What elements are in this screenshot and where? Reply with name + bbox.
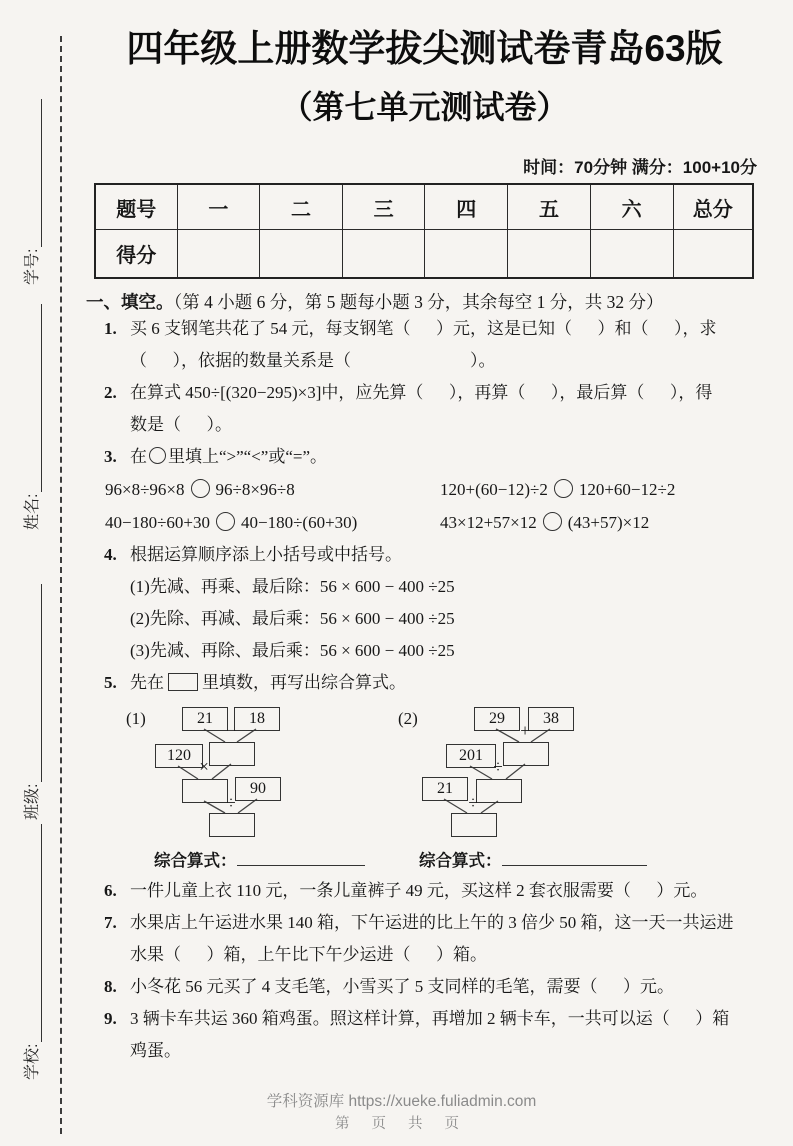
value-box: 90 bbox=[235, 777, 281, 801]
section-1-heading bbox=[86, 292, 763, 313]
comparison-row-1 bbox=[86, 473, 763, 506]
question-text: 在算式 450÷[(320−295)×3]中，应先算（ ），再算（ ），最后算（ ），得 bbox=[130, 383, 713, 402]
student-name-field bbox=[18, 304, 42, 530]
operator: × bbox=[199, 757, 209, 776]
answer-box bbox=[476, 779, 522, 803]
question-text: 一件儿童上衣 110 元，一条儿童裤子 49 元，买这样 2 套衣服需要（ ）元。 bbox=[130, 881, 708, 900]
question-4 bbox=[86, 539, 763, 571]
expression-label: 综合算式： bbox=[154, 851, 237, 870]
question-text: 买 6 支钢笔共花了 54 元，每支钢笔（ ）元，这是已知（ ）和（ ），求 bbox=[130, 319, 717, 338]
question-text-pre: 先在 bbox=[130, 673, 164, 692]
expression-blank-line bbox=[502, 852, 647, 866]
number-tree-diagram-2 bbox=[396, 701, 696, 875]
question-text-pre: 在 bbox=[130, 447, 147, 466]
question-text: 水果店上午运进水果 140 箱，下午运进的比上午的 3 倍少 50 箱，这一天一共运进 bbox=[130, 913, 734, 932]
question-2-line2 bbox=[86, 409, 763, 441]
question-1-line2 bbox=[86, 345, 763, 377]
question-text bbox=[130, 441, 327, 473]
comparison-item bbox=[440, 473, 675, 506]
score-value-cell bbox=[260, 230, 343, 279]
circle-blank-icon bbox=[543, 512, 562, 531]
school-blank-line bbox=[37, 824, 42, 1042]
footer-page-info: 第 页 共 页 bbox=[334, 1116, 469, 1132]
score-table-header-row bbox=[95, 184, 753, 230]
footer-source: 学科资源库 https://xueke.fuliadmin.com bbox=[266, 1093, 537, 1110]
question-7 bbox=[86, 907, 763, 939]
question-text: 小冬花 56 元买了 4 支毛笔，小雪买了 5 支同样的毛笔，需要（ ）元。 bbox=[130, 977, 674, 996]
question-1 bbox=[86, 313, 763, 345]
fold-dashed-line bbox=[60, 36, 62, 1134]
score-label-cell: 得分 bbox=[95, 230, 177, 279]
number-tree-diagram-1 bbox=[124, 701, 414, 875]
question-9 bbox=[86, 1003, 763, 1035]
expression-blank-line bbox=[237, 852, 365, 866]
score-value-cell bbox=[342, 230, 425, 279]
question-number: 5. bbox=[104, 673, 117, 692]
question-9-line2 bbox=[86, 1035, 763, 1067]
question-text: 水果（ ）箱，上午比下午少运进（ ）箱。 bbox=[130, 945, 487, 964]
q5-diagrams bbox=[86, 701, 763, 875]
school-field bbox=[18, 824, 42, 1080]
question-number: 9. bbox=[104, 1009, 117, 1028]
header-cell: 总分 bbox=[673, 184, 753, 230]
question-number: 6. bbox=[104, 881, 117, 900]
comparison-item bbox=[105, 506, 440, 539]
question-number: 8. bbox=[104, 977, 117, 996]
question-3 bbox=[86, 441, 763, 473]
question-4-item-3: (3)先减、再除、最后乘：56 × 600 − 400 ÷25 bbox=[130, 641, 455, 660]
value-box: 18 bbox=[234, 707, 280, 731]
value-box: 21 bbox=[182, 707, 228, 731]
header-cell: 题号 bbox=[95, 184, 177, 230]
score-value-cell bbox=[177, 230, 260, 279]
question-number: 7. bbox=[104, 913, 117, 932]
right-expression: 40−180÷(60+30) bbox=[241, 513, 358, 532]
value-box: 120 bbox=[155, 744, 203, 768]
comparison-item bbox=[440, 506, 649, 539]
school-label: 学校: bbox=[24, 1043, 41, 1080]
question-4-item-1: (1)先减、再乘、最后除：56 × 600 − 400 ÷25 bbox=[130, 577, 455, 596]
student-name-label: 姓名: bbox=[24, 493, 41, 530]
student-id-label: 学号: bbox=[24, 248, 41, 285]
operator: ÷ bbox=[493, 757, 503, 776]
exam-paper bbox=[86, 24, 763, 1067]
section-1-note: （第 4 小题 6 分，第 5 题每小题 3 分，其余每空 1 分，共 32 分） bbox=[173, 292, 664, 312]
question-6 bbox=[86, 875, 763, 907]
value-box: 21 bbox=[422, 777, 468, 801]
score-value-cell bbox=[673, 230, 753, 279]
circle-blank-icon bbox=[149, 447, 166, 464]
answer-box bbox=[503, 742, 549, 766]
question-7-line2 bbox=[86, 939, 763, 971]
page-subtitle: （第七单元测试卷） bbox=[280, 89, 569, 125]
question-text: 数是（ ）。 bbox=[130, 415, 232, 434]
question-text-post: 里填上“>”“<”或“=”。 bbox=[168, 447, 328, 466]
expression-line bbox=[419, 847, 647, 871]
left-expression: 96×8÷96×8 bbox=[105, 480, 185, 499]
question-number: 3. bbox=[104, 447, 117, 466]
circle-blank-icon bbox=[191, 479, 210, 498]
operator: ÷ bbox=[226, 793, 236, 812]
question-8 bbox=[86, 971, 763, 1003]
student-id-field bbox=[18, 99, 42, 285]
question-text: 根据运算顺序添上小括号或中括号。 bbox=[130, 545, 402, 564]
header-cell: 二 bbox=[260, 184, 343, 230]
question-text: （ ），依据的数量关系是（ ）。 bbox=[130, 351, 496, 370]
diagram-label: (2) bbox=[398, 709, 418, 728]
expression-line bbox=[154, 847, 365, 871]
score-table-score-row bbox=[95, 230, 753, 279]
header-cell: 五 bbox=[508, 184, 591, 230]
diagram-label: (1) bbox=[126, 709, 146, 728]
value-box: 201 bbox=[446, 744, 496, 768]
operator: + bbox=[520, 721, 530, 740]
left-expression: 43×12+57×12 bbox=[440, 513, 537, 532]
right-expression: 96÷8×96÷8 bbox=[215, 480, 295, 499]
expression-label: 综合算式： bbox=[419, 851, 502, 870]
score-table bbox=[94, 183, 754, 279]
student-id-blank-line bbox=[37, 99, 42, 247]
blank-box-icon bbox=[168, 673, 198, 691]
question-number: 1. bbox=[104, 319, 117, 338]
header-cell: 三 bbox=[342, 184, 425, 230]
right-expression: 120+60−12÷2 bbox=[578, 480, 676, 499]
comparison-row-2 bbox=[86, 506, 763, 539]
page-title: 四年级上册数学拔尖测试卷青岛63版 bbox=[126, 28, 723, 69]
question-text: 3 辆卡车共运 360 箱鸡蛋。照这样计算，再增加 2 辆卡车，一共可以运（ ）箱 bbox=[130, 1009, 730, 1028]
section-1-title: 一、填空。 bbox=[86, 292, 174, 312]
answer-box bbox=[209, 742, 255, 766]
class-label: 班级: bbox=[24, 783, 41, 820]
class-blank-line bbox=[37, 584, 42, 782]
left-expression: 40−180÷60+30 bbox=[105, 513, 211, 532]
score-value-cell bbox=[425, 230, 508, 279]
student-name-blank-line bbox=[37, 304, 42, 492]
right-expression: (43+57)×12 bbox=[567, 513, 650, 532]
answer-box bbox=[451, 813, 497, 837]
circle-blank-icon bbox=[554, 479, 573, 498]
question-text: 鸡蛋。 bbox=[130, 1041, 181, 1060]
exam-meta: 时间：70分钟 满分：100+10分 bbox=[523, 158, 757, 177]
value-box: 29 bbox=[474, 707, 520, 731]
question-5 bbox=[86, 667, 763, 699]
score-value-cell bbox=[508, 230, 591, 279]
header-cell: 六 bbox=[590, 184, 673, 230]
class-field bbox=[18, 584, 42, 820]
comparison-item bbox=[105, 473, 440, 506]
question-2 bbox=[86, 377, 763, 409]
operator: ÷ bbox=[468, 793, 478, 812]
question-4-item-2: (2)先除、再减、最后乘：56 × 600 − 400 ÷25 bbox=[130, 609, 455, 628]
header-cell: 一 bbox=[177, 184, 260, 230]
page-footer bbox=[60, 1091, 743, 1134]
circle-blank-icon bbox=[216, 512, 235, 531]
question-number: 2. bbox=[104, 383, 117, 402]
question-text bbox=[130, 667, 406, 699]
answer-box bbox=[209, 813, 255, 837]
question-number: 4. bbox=[104, 545, 117, 564]
header-cell: 四 bbox=[425, 184, 508, 230]
score-value-cell bbox=[590, 230, 673, 279]
question-text-post: 里填数，再写出综合算式。 bbox=[202, 673, 406, 692]
left-expression: 120+(60−12)÷2 bbox=[440, 480, 548, 499]
operator: − bbox=[226, 721, 236, 740]
value-box: 38 bbox=[528, 707, 574, 731]
